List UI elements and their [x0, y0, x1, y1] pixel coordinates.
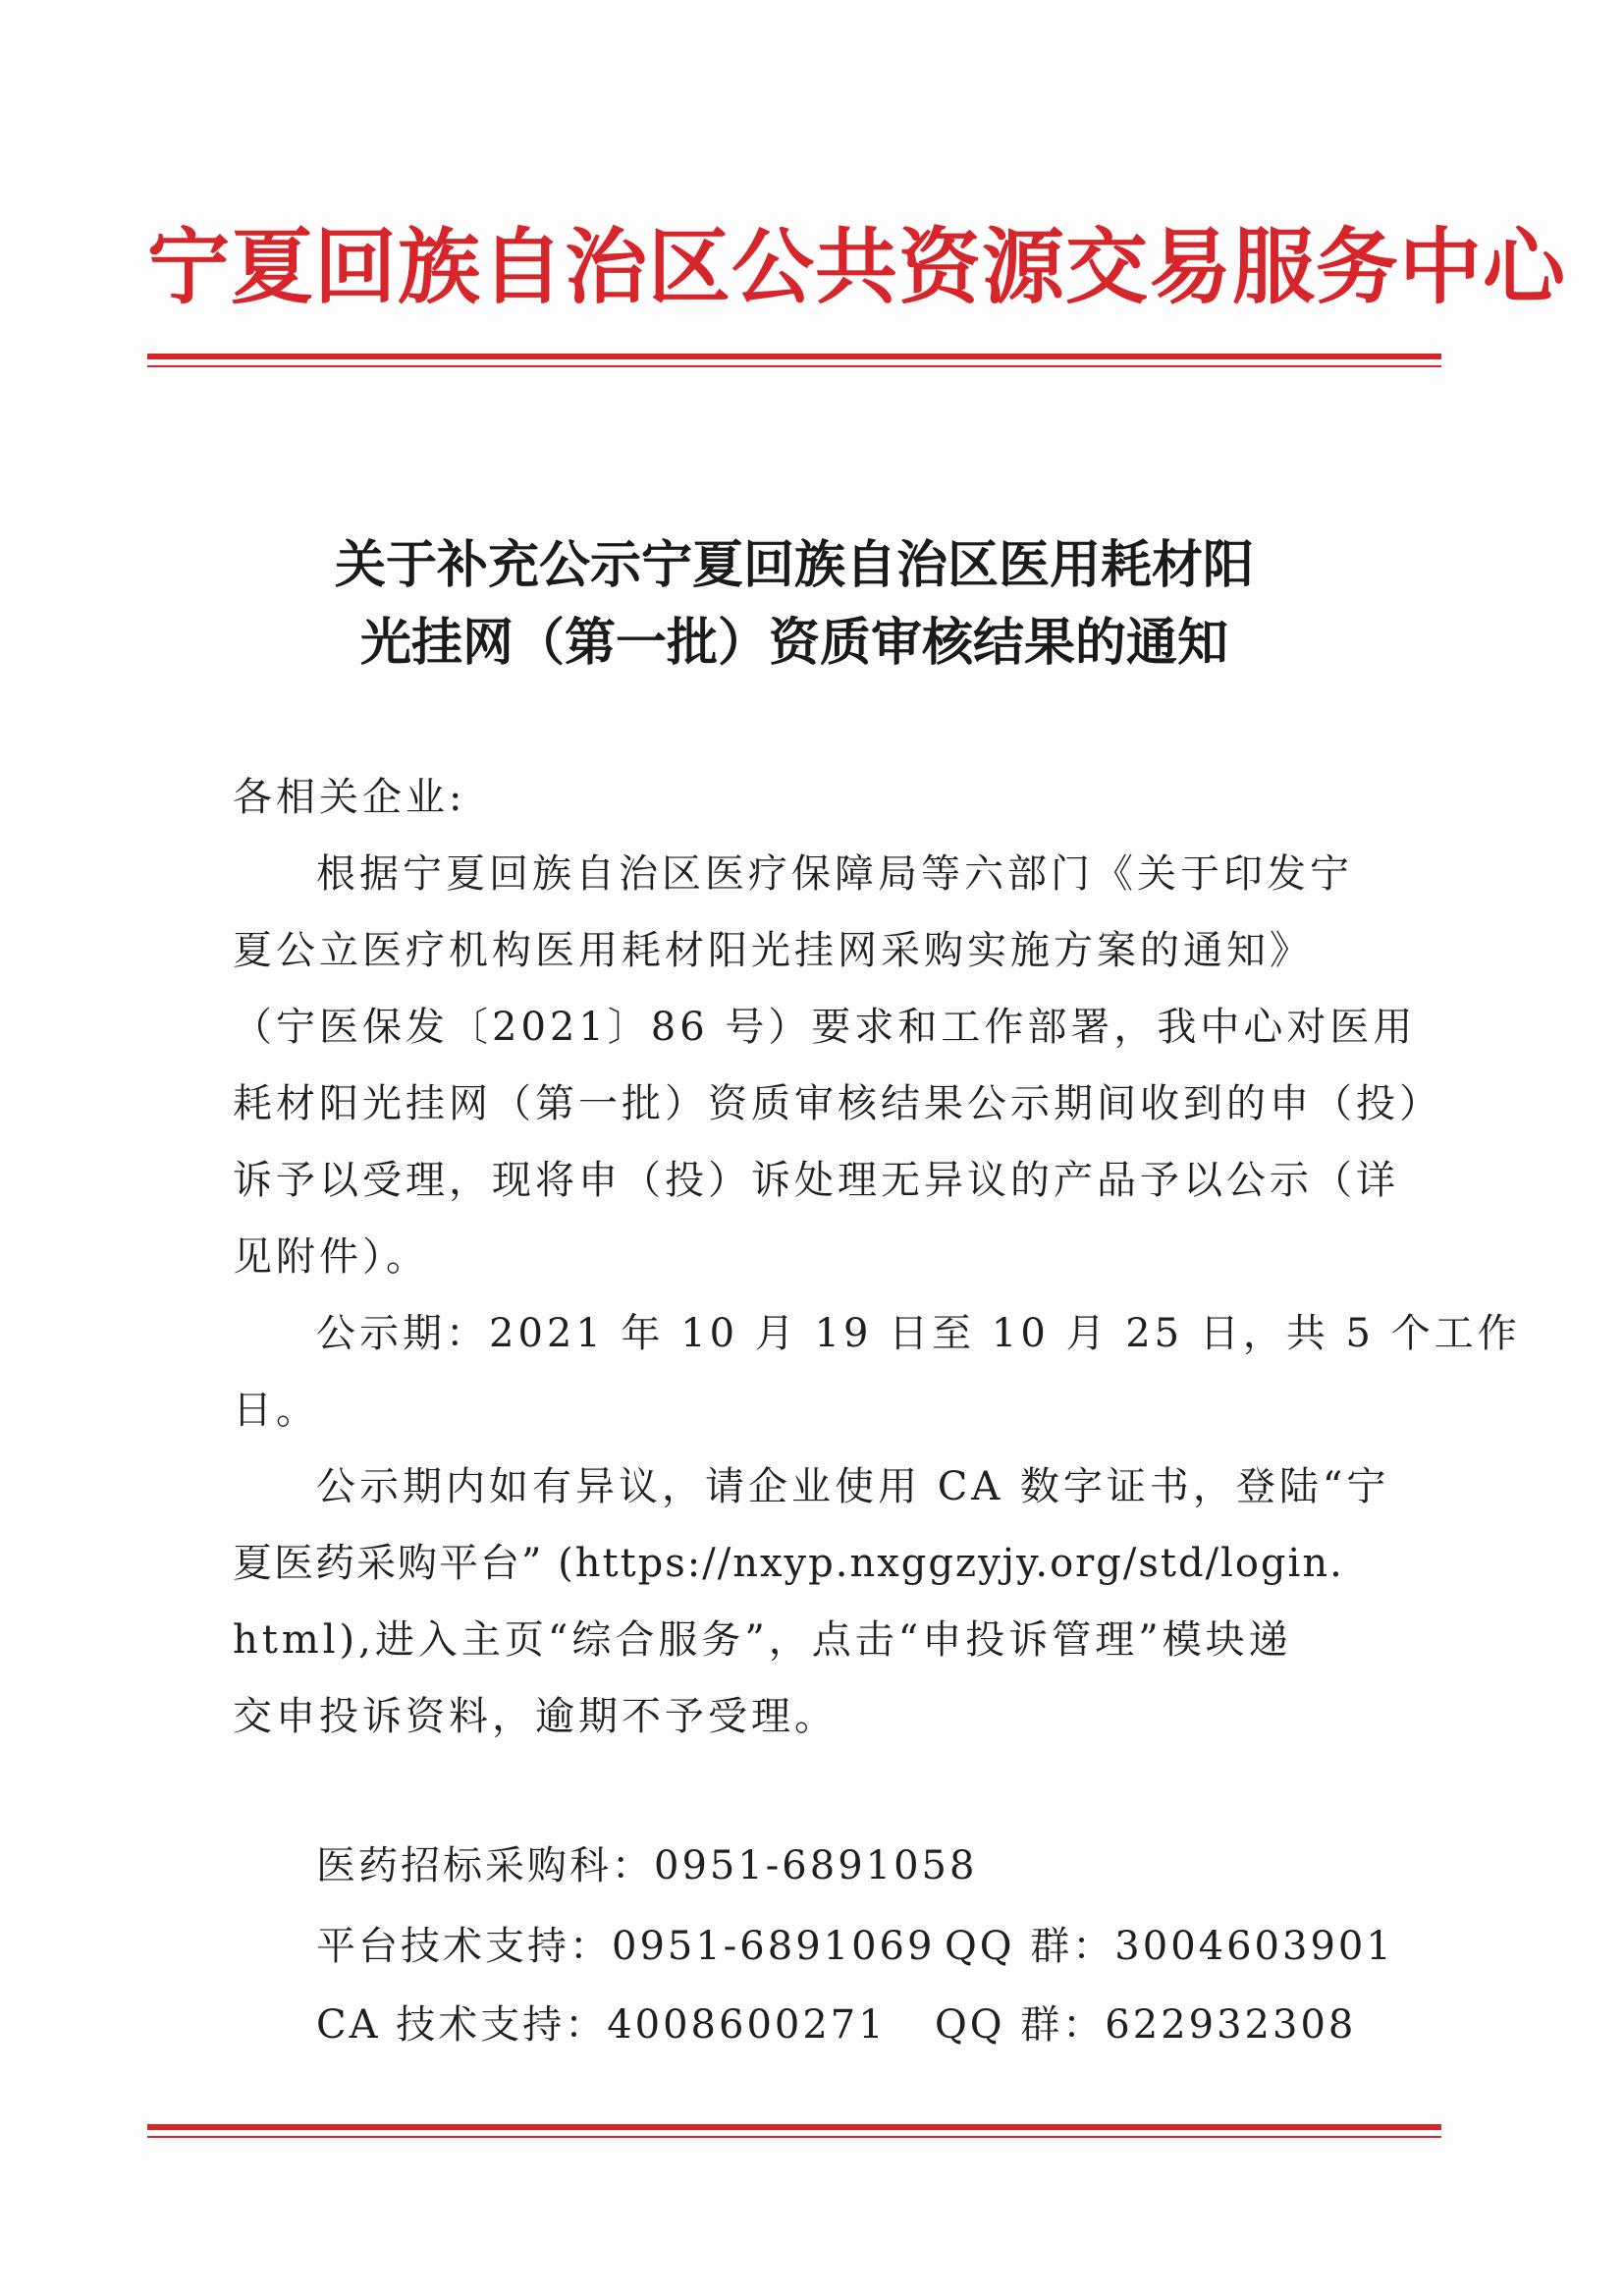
document-title-line-1: 关于补充公示宁夏回族自治区医用耗材阳 [334, 536, 1254, 595]
paragraph-line: html),进入主页“综合服务”，点击“申投诉管理”模块递 [233, 1617, 1292, 1663]
paragraph-line: 公示期内如有异议，请企业使用 CA 数字证书，登陆“宁 [316, 1464, 1390, 1509]
paragraph-line: 诉予以受理，现将申（投）诉处理无异议的产品予以公示（详 [233, 1158, 1399, 1203]
salutation: 各相关企业: [233, 775, 466, 820]
contact-ca-support: CA 技术支持：4008600271 [316, 2002, 887, 2048]
paragraph-line: 根据宁夏回族自治区医疗保障局等六部门《关于印发宁 [316, 851, 1353, 897]
paragraph-line: 交申投诉资料，逾期不予受理。 [233, 1694, 838, 1739]
document-title-line-2: 光挂网（第一批）资质审核结果的通知 [359, 614, 1228, 673]
paragraph-line: 公示期：2021 年 10 月 19 日至 10 月 25 日，共 5 个工作 [316, 1311, 1521, 1356]
contact-platform-qq: QQ 群：3004603901 [945, 1924, 1394, 1969]
letterhead-red-rule [147, 354, 1441, 367]
contact-platform-support: 平台技术支持：0951-6891069 [316, 1924, 936, 1969]
contact-ca-qq: QQ 群：622932308 [935, 2002, 1357, 2048]
footer-red-rule [147, 2124, 1441, 2138]
paragraph-line: 夏公立医疗机构医用耗材阳光挂网采购实施方案的通知》 [233, 928, 1313, 973]
letterhead-org-name: 宁夏回族自治区公共资源交易服务中心 [147, 218, 1567, 315]
paragraph-line: 日。 [233, 1388, 319, 1433]
paragraph-line: 见附件）。 [233, 1234, 429, 1280]
contact-procurement: 医药招标采购科：0951-6891058 [316, 1843, 978, 1888]
paragraph-line: 耗材阳光挂网（第一批）资质审核结果公示期间收到的申（投） [233, 1081, 1442, 1126]
paragraph-line: （宁医保发〔2021〕86 号）要求和工作部署，我中心对医用 [233, 1005, 1417, 1050]
paragraph-line: 夏医药采购平台” (https://nxyp.nxggzyjy.org/std/login. [233, 1541, 1344, 1586]
